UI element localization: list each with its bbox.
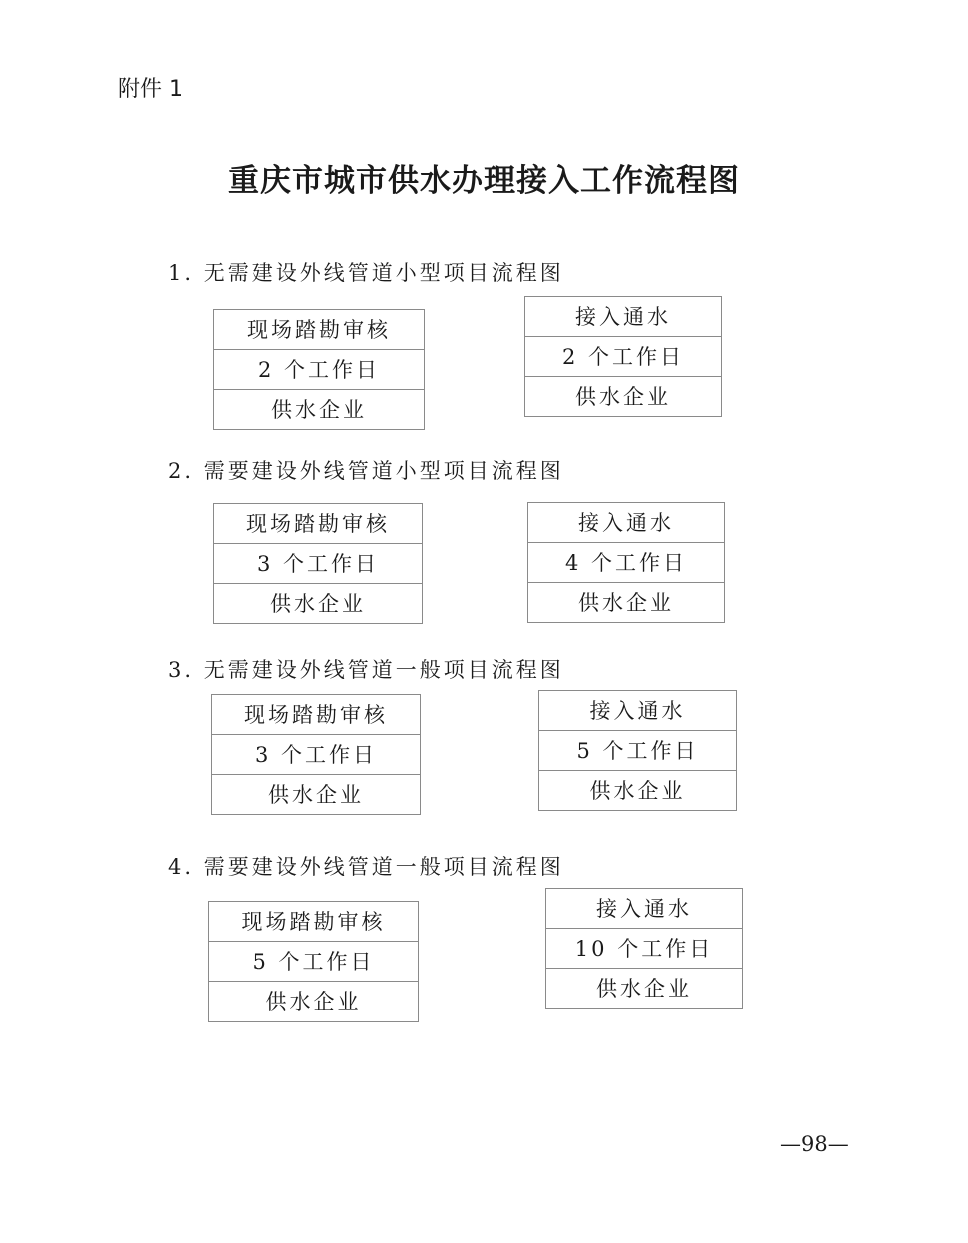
section-3-survey-box — [211, 694, 421, 815]
box-step: 现场踏勘审核 — [212, 695, 420, 735]
box-duration: 4 个工作日 — [528, 543, 724, 583]
attachment-label: 附件 1 — [118, 77, 183, 102]
box-duration: 2 个工作日 — [525, 337, 721, 377]
section-1-heading: 1. 无需建设外线管道小型项目流程图 — [168, 261, 564, 285]
box-duration: 10 个工作日 — [546, 929, 742, 969]
box-owner: 供水企业 — [589, 779, 686, 803]
box-step: 接入通水 — [528, 503, 724, 543]
box-owner: 供水企业 — [265, 990, 362, 1014]
box-step: 现场踏勘审核 — [209, 902, 418, 942]
section-3-connection-box — [538, 690, 737, 811]
box-owner: 供水企业 — [596, 977, 692, 1001]
section-4-connection-box — [545, 888, 743, 1009]
page-number: —98— — [780, 1132, 849, 1156]
section-2-heading: 2. 需要建设外线管道小型项目流程图 — [168, 459, 564, 483]
section-3-heading: 3. 无需建设外线管道一般项目流程图 — [168, 658, 564, 682]
document-title: 重庆市城市供水办理接入工作流程图 — [228, 163, 740, 199]
box-owner: 供水企业 — [575, 385, 671, 409]
section-4-survey-box — [208, 901, 419, 1022]
box-duration: 3 个工作日 — [212, 735, 420, 775]
box-step: 接入通水 — [525, 297, 721, 337]
box-owner: 供水企业 — [270, 592, 366, 616]
box-duration: 5 个工作日 — [539, 731, 736, 771]
section-1-connection-box — [524, 296, 722, 417]
box-step: 接入通水 — [546, 889, 742, 929]
section-2-connection-box — [527, 502, 725, 623]
section-2-survey-box — [213, 503, 423, 624]
box-duration: 2 个工作日 — [214, 350, 424, 390]
section-1-survey-box — [213, 309, 425, 430]
box-step: 接入通水 — [539, 691, 736, 731]
section-4-heading: 4. 需要建设外线管道一般项目流程图 — [168, 855, 564, 879]
box-duration: 3 个工作日 — [214, 544, 422, 584]
box-step: 现场踏勘审核 — [214, 504, 422, 544]
box-step: 现场踏勘审核 — [214, 310, 424, 350]
box-owner: 供水企业 — [578, 591, 674, 615]
box-owner: 供水企业 — [271, 398, 367, 422]
box-duration: 5 个工作日 — [209, 942, 418, 982]
box-owner: 供水企业 — [268, 783, 364, 807]
